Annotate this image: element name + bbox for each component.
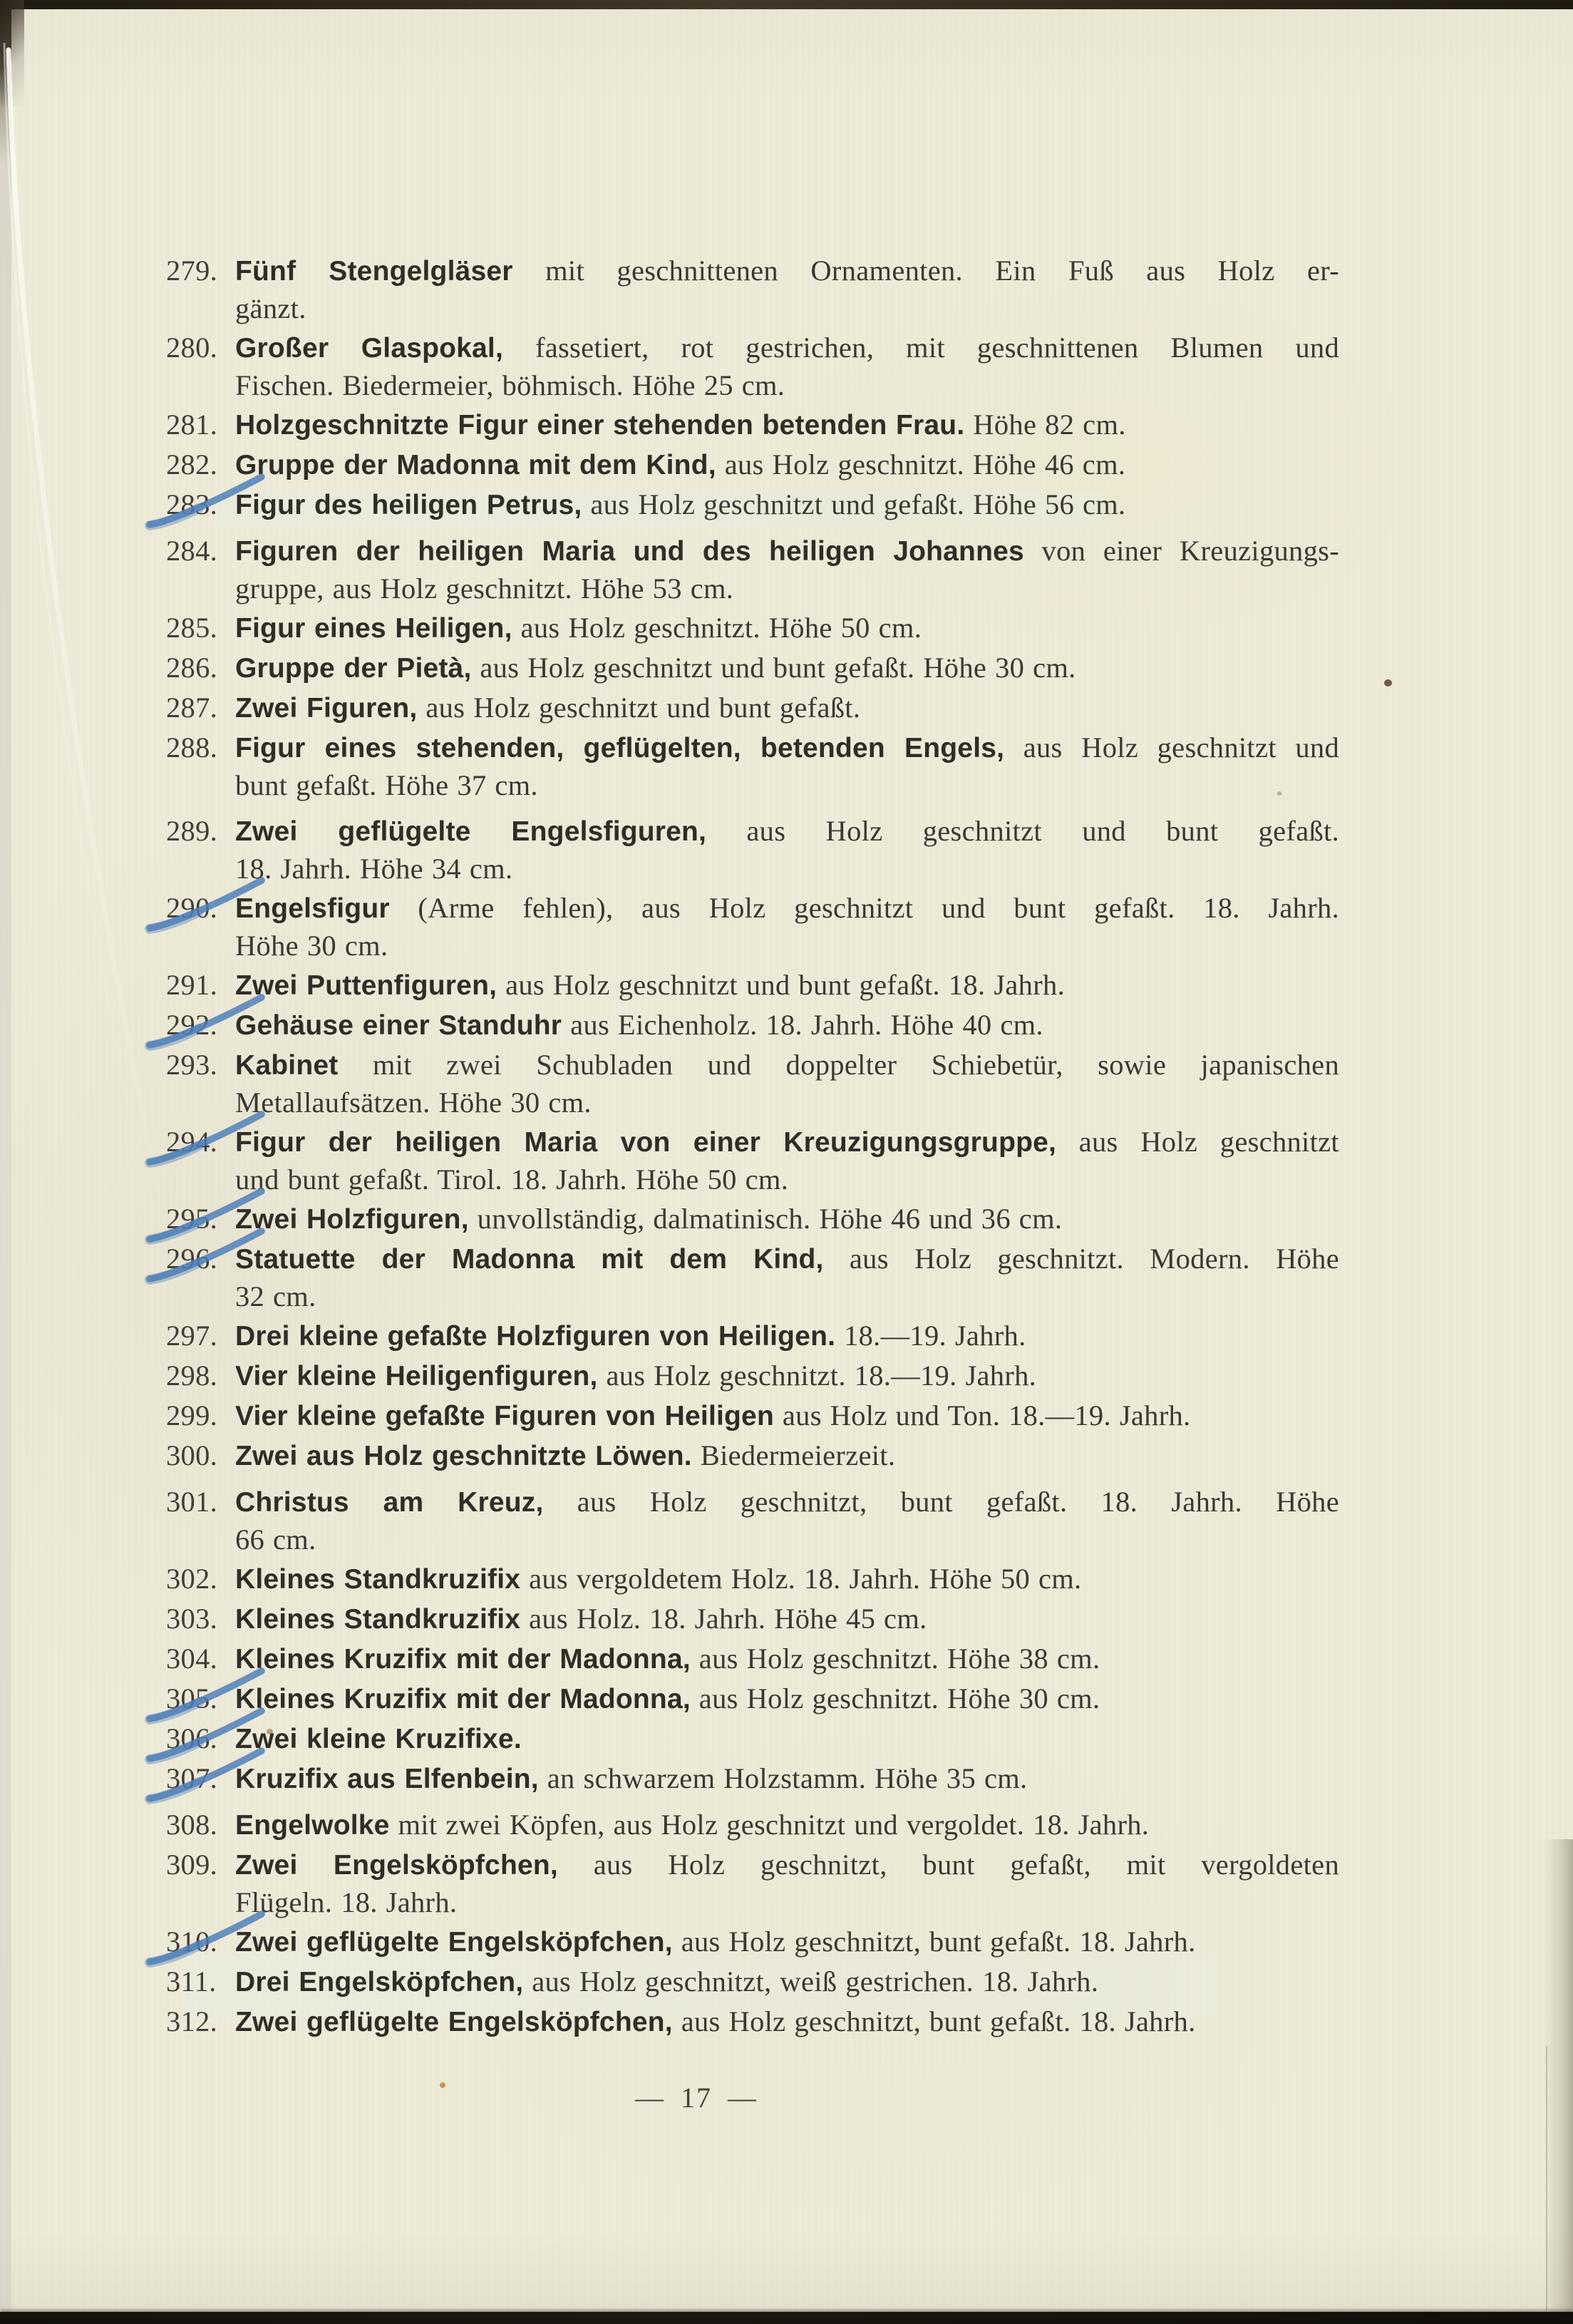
entry-title: Kabinet [235,1050,339,1081]
lot-number: 304. [166,1642,218,1675]
entry-title: Kleines Standkruzifix [235,1564,521,1595]
entry-title: Zwei geflügelte Engelsköpfchen, [235,1927,673,1958]
entry-description: unvollständig, dalmatinisch. Höhe 46 und 36 cm. [468,1203,1063,1235]
lot-number: 303. [166,1603,218,1635]
entry-title: Zwei aus Holz geschnitzte Löwen. [235,1441,692,1471]
entry-line [235,329,1339,367]
entry-line [235,1357,1339,1395]
lot-number: 295. [166,1200,235,1238]
entry-title: Statuette der Madonna mit dem Kind, [235,1244,824,1275]
entry-description: aus Holz geschnitzt. Modern. Höhe [823,1243,1339,1275]
entry-line [235,1640,1339,1678]
entry-line [235,367,1339,404]
entry-description: aus Holz. 18. Jahrh. Höhe 45 cm. [520,1603,927,1635]
entry-line [235,290,1339,327]
entry-line [235,927,1339,965]
entry-description: fassetiert, rot gestrichen, mit geschnittenen Blumen und [503,331,1339,364]
lot-number: 298. [166,1359,218,1392]
entry-title: Zwei geflügelte Engelsköpfchen, [235,2007,673,2037]
entry-description: und bunt gefaßt. Tirol. 18. Jahrh. Höhe 50 cm. [235,1163,789,1196]
catalog-entry [166,1760,1339,1798]
entry-title: Drei Engelsköpfchen, [235,1967,524,1997]
entry-title: Figur eines Heiligen, [235,613,512,644]
entry-description: aus Holz geschnitzt. Höhe 50 cm. [512,612,922,644]
page-number: — 17 — [635,2082,758,2114]
entry-description: aus Holz geschnitzt [1056,1126,1339,1158]
catalog-entry [166,1047,1339,1121]
lot-number: 283. [166,486,235,523]
lot-number: 281. [166,408,218,441]
entry-description: gänzt. [235,292,306,324]
catalog-entry [166,1680,1339,1718]
lot-number: 280. [166,331,218,364]
catalog-entry [166,252,1339,327]
entry-line [235,1047,1339,1084]
lot-number: 286. [166,652,218,684]
catalog-entry [166,1317,1339,1355]
lot-number: 305. [166,1680,235,1717]
entry-title: Gruppe der Madonna mit dem Kind, [235,450,716,480]
catalog-entry [166,406,1339,444]
catalog-entry [166,1240,1339,1315]
lot-number: 293. [166,1049,218,1081]
entry-description: Höhe 82 cm. [964,408,1126,441]
entry-description: aus Holz geschnitzt, bunt gefaßt, mit vergoldeten [557,1849,1339,1881]
entry-line [235,1240,1339,1278]
entry-title: Zwei Holzfiguren, [235,1204,469,1235]
catalog-list [166,252,1339,2041]
entry-description: Flügeln. 18. Jahrh. [235,1886,458,1918]
entry-description: 66 cm. [235,1523,316,1556]
entry-line [235,1317,1339,1355]
catalog-entry [166,1357,1339,1395]
entry-line [235,1806,1339,1844]
entry-description: aus Holz geschnitzt und bunt gefaßt. Höhe 30 cm. [471,652,1076,684]
entry-line [235,1484,1339,1521]
entry-line [235,406,1339,444]
entry-line [235,1278,1339,1315]
catalog-entry [166,1600,1339,1638]
scan-edge-top [0,0,1573,9]
entry-line [235,533,1339,570]
entry-line [235,610,1339,647]
lot-number: 282. [166,448,218,480]
entry-line [235,446,1339,484]
lot-number: 309. [166,1849,218,1881]
entry-line [235,252,1339,290]
entry-title: Kleines Kruzifix mit der Madonna, [235,1644,691,1675]
entry-line [235,767,1339,804]
lot-number: 287. [166,691,218,724]
entry-line [235,1846,1339,1884]
entry-line [235,967,1339,1004]
entry-description: Biedermeierzeit. [691,1439,896,1471]
entry-line [235,1200,1339,1238]
catalog-entry [166,967,1339,1004]
entry-description: (Arme fehlen), aus Holz geschnitzt und bunt gefaßt. 18. Jahrh. [389,892,1339,924]
lot-number: 299. [166,1399,218,1431]
entry-description: aus Holz geschnitzt. Höhe 38 cm. [690,1642,1100,1675]
entry-line [235,2003,1339,2041]
entry-title: Kleines Kruzifix mit der Madonna, [235,1684,691,1714]
entry-title: Christus am Kreuz, [235,1487,544,1518]
lot-number: 302. [166,1563,218,1595]
entry-title: Kruzifix aus Elfenbein, [235,1764,539,1794]
entry-line [235,1680,1339,1718]
entry-title: Drei kleine gefaßte Holzfiguren von Heiligen. [235,1321,836,1352]
catalog-entry [166,1963,1339,2001]
catalog-entry [166,2003,1339,2041]
entry-description: mit zwei Köpfen, aus Holz geschnitzt und vergoldet. 18. Jahrh. [389,1809,1150,1841]
entry-line [235,1084,1339,1121]
lot-number: 288. [166,731,218,763]
entry-title: Großer Glaspokal, [235,333,504,364]
lot-number: 312. [166,2005,218,2037]
entry-line [235,1923,1339,1961]
entry-description: aus Holz geschnitzt, weiß gestrichen. 18. Jahrh. [523,1965,1099,1997]
entry-title: Zwei geflügelte Engelsfiguren, [235,816,707,847]
catalog-entry [166,1437,1339,1475]
entry-line [235,1760,1339,1798]
entry-description: aus Holz geschnitzt und bunt gefaßt. [417,691,861,724]
entry-line [235,890,1339,927]
entry-title: Zwei Engelsköpfchen, [235,1850,558,1881]
entry-title: Figur eines stehenden, geflügelten, betenden Engels, [235,733,1005,763]
scan-edge-left [0,0,11,2324]
lot-number: 285. [166,612,218,644]
catalog-entry [166,1397,1339,1435]
entry-description: Höhe 30 cm. [235,930,388,962]
entry-line [235,1963,1339,2001]
scan-edge-bottom [0,2312,1573,2324]
entry-title: Kleines Standkruzifix [235,1604,521,1635]
catalog-entry [166,446,1339,484]
catalog-entry [166,329,1339,404]
catalog-entry [166,1561,1339,1598]
catalog-entry [166,729,1339,804]
catalog-entry [166,1640,1339,1678]
entry-description: 18. Jahrh. Höhe 34 cm. [235,853,513,885]
entry-description: aus Holz geschnitzt und [1004,731,1340,763]
catalog-entry [166,1923,1339,1961]
entry-description: aus vergoldetem Holz. 18. Jahrh. Höhe 50 cm. [520,1563,1082,1595]
entry-description: mit geschnittenen Ornamenten. Ein Fuß aus Holz er- [512,254,1339,287]
entry-title: Gruppe der Pietà, [235,653,472,684]
catalog-entry [166,1484,1339,1558]
entry-description: mit zwei Schubladen und doppelter Schiebetür, sowie japanischen [338,1049,1339,1081]
lot-number: 284. [166,535,218,567]
lot-number: 297. [166,1320,218,1352]
catalog-entry [166,533,1339,607]
entry-title: Engelsfigur [235,893,390,924]
lot-number: 290. [166,890,235,927]
entry-line [235,1720,1339,1758]
entry-description: aus Holz geschnitzt. Höhe 46 cm. [716,448,1126,480]
catalog-entry [166,1124,1339,1198]
entry-description: bunt gefaßt. Höhe 37 cm. [235,769,538,801]
catalog-page-content [166,252,1339,2114]
entry-line [235,1561,1339,1598]
entry-line [235,813,1339,850]
entry-description: aus Holz geschnitzt. Höhe 30 cm. [690,1682,1100,1714]
entry-line [235,729,1339,767]
lot-number: 307. [166,1760,235,1797]
entry-line [235,1600,1339,1638]
entry-description: aus Holz geschnitzt, bunt gefaßt. 18. Jahrh. [672,2005,1196,2037]
catalog-entry [166,1007,1339,1044]
entry-description: aus Holz geschnitzt. 18.—19. Jahrh. [597,1359,1037,1392]
lot-number: 296. [166,1240,235,1277]
entry-description: 18.—19. Jahrh. [835,1320,1026,1352]
lot-number: 289. [166,815,218,847]
entry-line [235,1884,1339,1921]
entry-description: gruppe, aus Holz geschnitzt. Höhe 53 cm. [235,572,734,605]
entry-title: Gehäuse einer Standuhr [235,1010,562,1041]
catalog-entry [166,610,1339,647]
entry-description: an schwarzem Holzstamm. Höhe 35 cm. [538,1762,1028,1794]
catalog-entry [166,689,1339,727]
entry-line [235,649,1339,687]
entry-title: Engelwolke [235,1810,390,1841]
entry-title: Zwei Figuren, [235,693,418,724]
entry-description: aus Holz geschnitzt und bunt gefaßt. 18. Jahrh. [497,969,1065,1001]
lot-number: 300. [166,1439,218,1471]
entry-title: Figur des heiligen Petrus, [235,490,582,520]
entry-line [235,1397,1339,1435]
entry-title: Zwei Puttenfiguren, [235,970,497,1001]
catalog-entry [166,813,1339,888]
entry-description: aus Eichenholz. 18. Jahrh. Höhe 40 cm. [562,1009,1043,1041]
catalog-entry [166,486,1339,524]
lot-number: 292. [166,1007,235,1044]
scan-edge-right [1543,1839,1573,2313]
page-edge-line [1546,2046,1547,2311]
catalog-entry [166,649,1339,687]
entry-line [235,570,1339,607]
entry-line [235,1161,1339,1198]
lot-number: 311. [166,1965,217,1997]
lot-number: 301. [166,1486,218,1518]
entry-line [235,850,1339,888]
entry-line [235,1124,1339,1161]
entry-line [235,1521,1339,1558]
entry-description: aus Holz und Ton. 18.—19. Jahrh. [773,1399,1191,1431]
entry-line [235,486,1339,524]
catalog-entry [166,1720,1339,1758]
lot-number: 308. [166,1809,218,1841]
entry-line [235,1007,1339,1044]
entry-line [235,689,1339,727]
entry-title: Figur der heiligen Maria von einer Kreuzigungsgruppe, [235,1127,1057,1158]
entry-title: Zwei kleine Kruzifixe. [235,1724,522,1754]
entry-description: aus Holz geschnitzt, bunt gefaßt. 18. Jahrh. [672,1925,1196,1958]
entry-title: Holzgeschnitzte Figur einer stehenden betenden Frau. [235,410,965,441]
catalog-entry [166,1806,1339,1844]
entry-title: Fünf Stengelgläser [235,256,513,287]
entry-title: Figuren der heiligen Maria und des heiligen Johannes [235,536,1024,567]
entry-description: von einer Kreuzigungs- [1023,535,1339,567]
lot-number: 310. [166,1923,235,1960]
entry-line [235,1437,1339,1475]
lot-number: 279. [166,254,218,287]
entry-description: Fischen. Biedermeier, böhmisch. Höhe 25 cm. [235,369,785,401]
lot-number: 294. [166,1124,235,1161]
ink-speck [1384,679,1392,687]
catalog-entry [166,890,1339,965]
catalog-entry [166,1846,1339,1921]
scan-corner-top-left [0,0,24,107]
entry-description: aus Holz geschnitzt und bunt gefaßt. [706,815,1340,847]
entry-description: aus Holz geschnitzt und gefaßt. Höhe 56 cm. [582,488,1126,520]
catalog-entry [166,1200,1339,1238]
entry-description: 32 cm. [235,1280,316,1312]
entry-description: Metallaufsätzen. Höhe 30 cm. [235,1086,592,1119]
entry-title: Vier kleine gefaßte Figuren von Heiligen [235,1401,774,1431]
lot-number: 306. [166,1720,235,1757]
entry-title: Vier kleine Heiligenfiguren, [235,1361,598,1392]
entry-description: aus Holz geschnitzt, bunt gefaßt. 18. Jahrh. Höhe [543,1486,1339,1518]
lot-number: 291. [166,969,218,1001]
